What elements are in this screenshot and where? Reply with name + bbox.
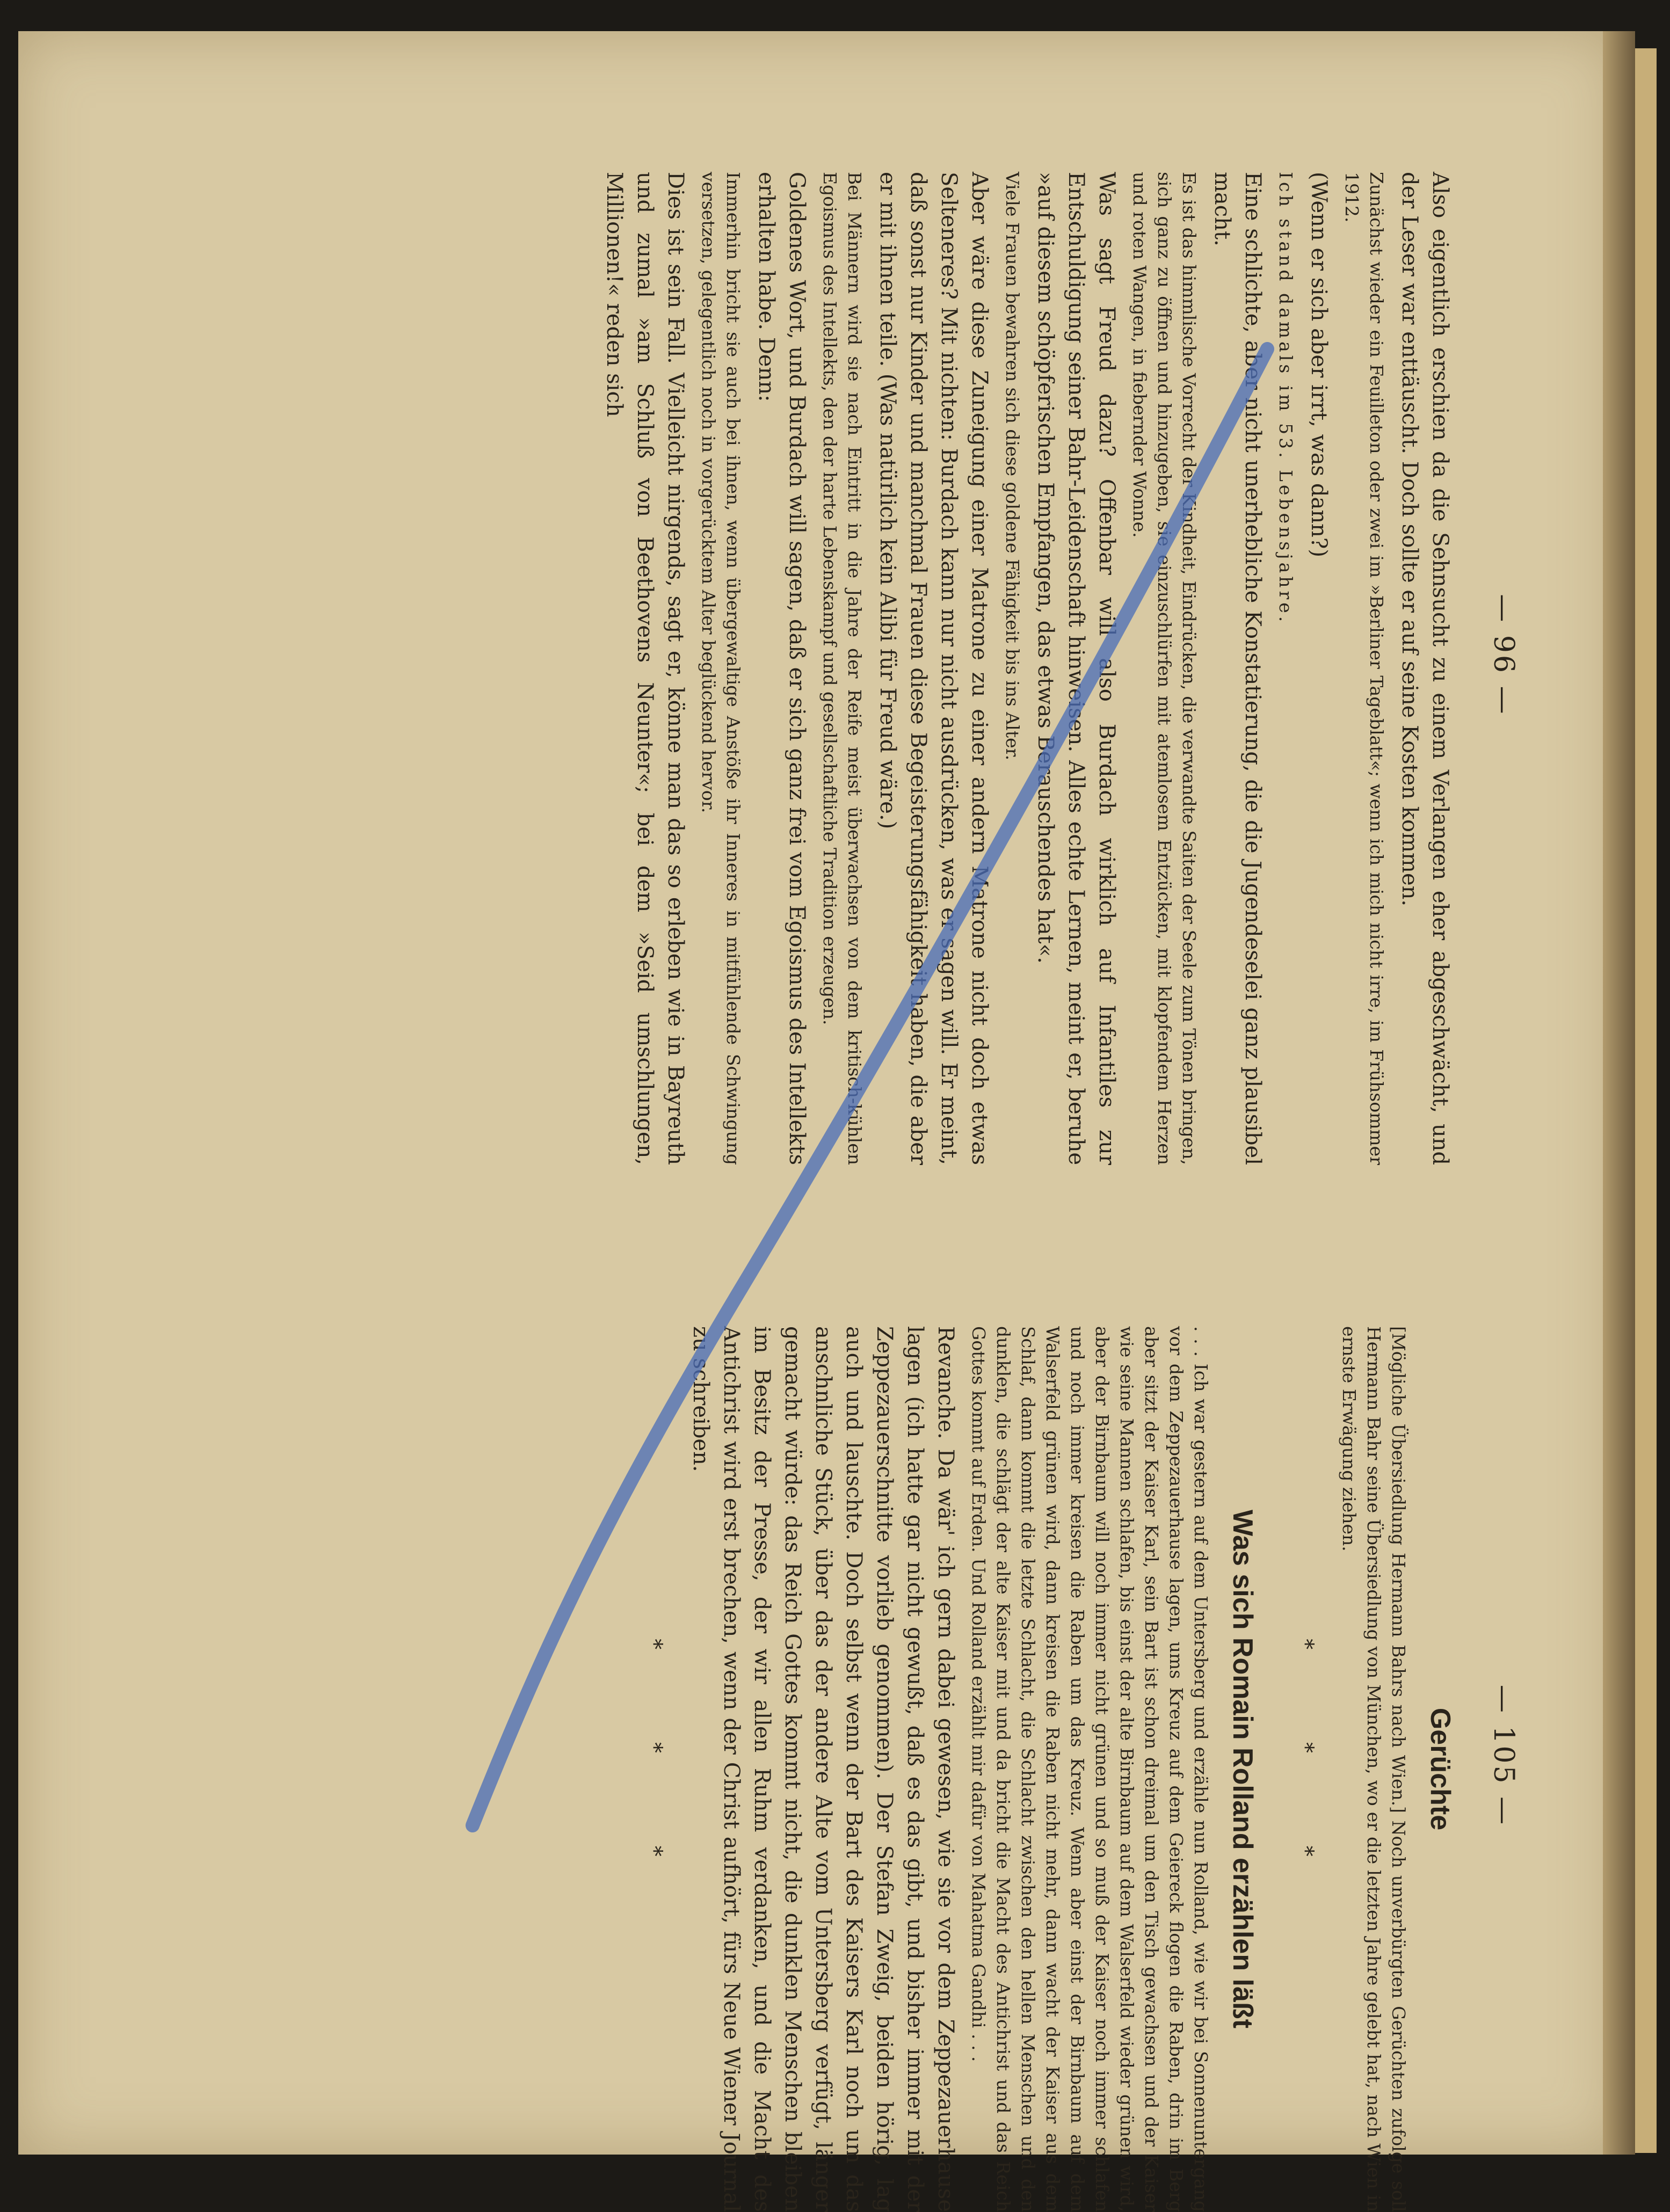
paragraph: Bei Männern wird sie nach Eintritt in die Jahre der Reife meist überwachsen von dem kritisch-kühlen Egoismus des Intellekts, den der harte Lebenskampf und gesellschaftliche Tradition erzeugen. bbox=[819, 172, 865, 1165]
paragraph: Revanche. Da wär' ich gern dabei gewesen, wie sie vor dem Zeppezauerhause lagen (ich hatte gar nicht gewußt, daß es das gibt, und bisher immer mit der Zeppezauerschnitte vorlieb genommen). Der Stefan Zweig, beiden hörig, lag auch und lauschte. Doch selbst wenn der Bart des Kaisers Karl noch um das anschnliche Stück, über das der andere Alte vom Untersberg verfügt, länger gemacht würde: das Reich Gottes kommt nicht, die dunklen Menschen bleiben im Besitz der Presse, der wir allen Ruhm verdanken, und die Macht des Antichrist wird erst brechen, wenn der Christ aufhört, fürs Neue Wiener Journal zu schreiben. bbox=[688, 1326, 958, 2212]
page-number-96: — 96 — bbox=[1487, 594, 1520, 716]
paragraph: Es ist das himmlische Vorrecht der Kindheit, Eindrücken, die verwandte Saiten der Seele zum Tönen bringen, sich ganz zu öffnen und hinzugeben, sie einzuschlürfen mit atemlosem Entzücken, mit klopfendem Herzen und roten Wangen, in fiebernder Wonne. bbox=[1129, 172, 1200, 1165]
page-96 bbox=[285, 172, 1520, 1165]
paragraph: Eine schlichte, aber nicht unerhebliche Konstatierung, die die Jugendeselei ganz plausibel macht. bbox=[1210, 172, 1265, 1165]
rotated-spread bbox=[285, 172, 1520, 2212]
paragraph: . . . Ich war gestern auf dem Untersberg und erzähle nun Rolland, wie wir bei Sonnenuntergang vor dem Zeppezauerhause lagen, ums Kreuz auf dem Geiereck flogen die Raben, drin im Berg aber sitzt der Kaiser Karl, sein Bart ist schon dreimal um den Tisch gewachsen und der Kaiser wie seine Mannen schlafen, bis einst der alte Birnbaum auf dem Walserfeld wieder grünen wird, aber der Birnbaum will noch immer nicht grünen und so muß der Kaiser noch immer schlafen und noch immer kreisen die Raben um das Kreuz. Wenn aber einst der Birnbaum auf dem Walserfeld grünen wird, dann kreisen die Raben nicht mehr, dann wacht der Kaiser aus dem Schlaf, dann kommt die letzte Schlacht, die Schlacht zwischen den hellen Menschen und den dunklen, die schlägt der alte Kaiser mit und da bricht die Macht des Antichrist und das Reich Gottes kommt auf Erden. Und Rolland erzählt mir dafür von Mahatma Gandhi . . . bbox=[968, 1326, 1211, 2212]
paragraph: [Mögliche Übersiedlung Hermann Bahrs nach Wien.] Noch unverbürgten Gerüchten zufolge soll Hermann Bahr seine Übersiedlung von München, wo er die letzten Jahre gelebt hat, nach Wien in ernste Erwägung ziehen. bbox=[1339, 1326, 1409, 2212]
section-divider: * * * bbox=[1293, 1639, 1318, 1900]
paragraph: Ich stand damals im 53. Lebensjahre. bbox=[1275, 172, 1296, 625]
paragraph: Aber wäre diese Zuneigung einer Matrone zu einer andern Matrone nicht doch etwas Selteneres? Mit nichten: Burdach kann nur nicht ausdrücken, was er sagen will. Er meint, daß sonst nur Kinder und manchmal Frauen diese Begeisterungsfähigkeit haben, die aber er mit ihnen teile. (Was natürlich kein Alibi für Freud wäre.) bbox=[875, 172, 992, 1165]
paragraph: Dies ist sein Fall. Vielleicht nirgends, sagt er, könne man das so erleben wie in Bayreuth und zumal »am Schluß von Beethovens Neunter«; bei dem »Seid umschlungen, Millionen!« reden sich bbox=[602, 172, 688, 1165]
paragraph: Zunächst wieder ein Feuilleton oder zwei im »Berliner Tageblatt«; wenn ich mich nicht irre, im Frühsommer 1912. bbox=[1341, 172, 1387, 1165]
paragraph: Viele Frauen bewahren sich diese goldene Fähigkeit bis ins Alter. bbox=[1002, 172, 1023, 761]
paragraph: Immerhin bricht sie auch bei ihnen, wenn übergewaltige Anstöße ihr Inneres in mitfühlende Schwingung versetzen, gelegentlich noch in vorgerücktem Alter beglückend hervor. bbox=[698, 172, 744, 1165]
heading-romain-rolland: Was sich Romain Rolland erzählen läßt bbox=[1227, 1509, 1258, 2029]
page-96-text bbox=[593, 172, 1455, 1165]
page-105-text bbox=[606, 1326, 1455, 2212]
page-number-105: — 105 — bbox=[1487, 1684, 1520, 1827]
paragraph: Also eigentlich erschien da die Sehnsucht zu einem Verlangen eher abgeschwächt, und der Leser war enttäuscht. Doch sollte er auf seine Kosten kommen. bbox=[1397, 172, 1453, 1165]
page-105 bbox=[285, 1326, 1520, 2212]
paragraph: Was sagt Freud dazu? Offenbar will also Burdach wirklich auf Infantiles zur Entschuldigung seiner Bahr-Leidenschaft hinweisen. Alles echte Lernen, meint er, beruhe »auf diesem schöpferischen Empfangen, das etwas Berauschendes hat«. bbox=[1033, 172, 1119, 1165]
section-divider: * * * bbox=[642, 1639, 666, 1900]
paragraph: (Wenn er sich aber irrt, was dann?) bbox=[1306, 172, 1331, 557]
binding-gutter bbox=[1603, 31, 1635, 2155]
paragraph: Goldenes Wort, und Burdach will sagen, daß er sich ganz frei vom Egoismus des Intellekts erhalten habe. Denn: bbox=[754, 172, 809, 1165]
heading-geruechte: Gerüchte bbox=[1425, 1707, 1456, 1831]
next-page-edge bbox=[1635, 48, 1657, 2153]
